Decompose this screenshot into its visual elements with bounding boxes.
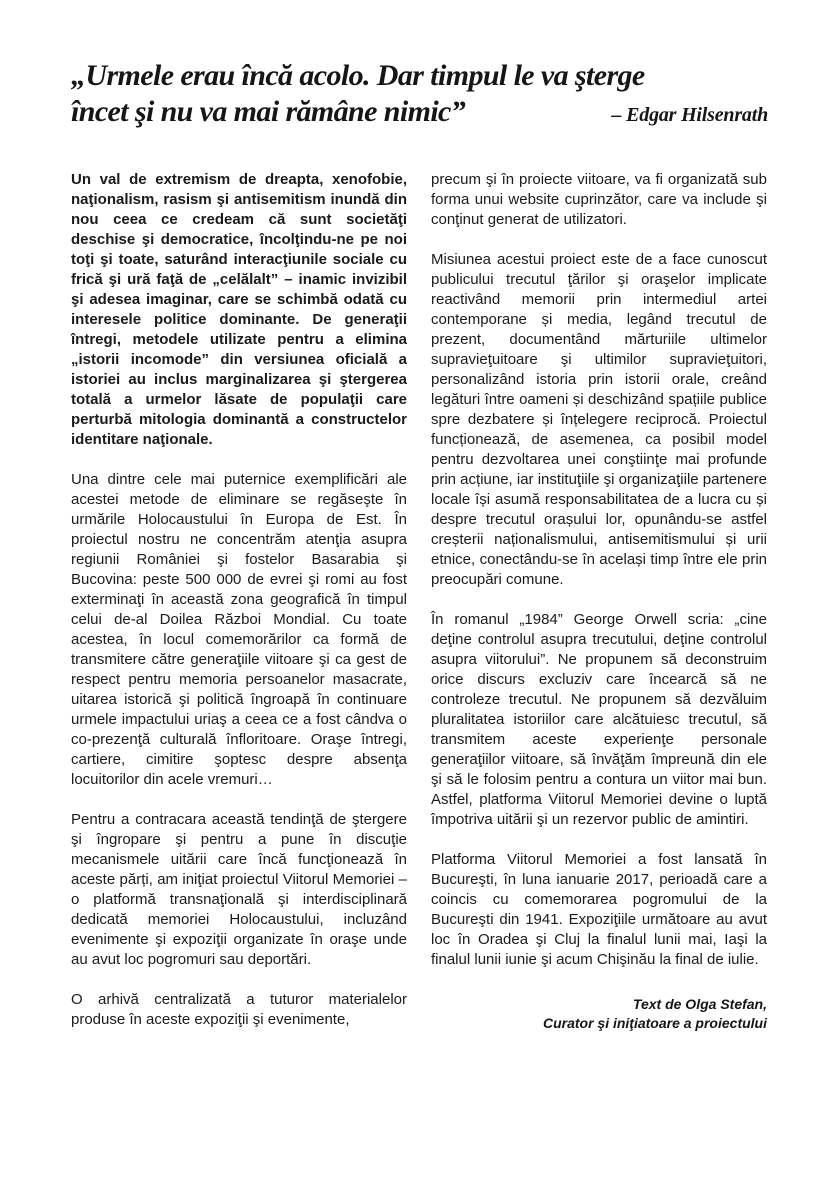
byline-line-1: Text de Olga Stefan, bbox=[632, 996, 767, 1012]
article-body bbox=[71, 170, 768, 1050]
right-column bbox=[431, 170, 767, 1050]
paragraph: Pentru a contracara această tendinţă de ştergere şi îngropare şi pentru a pune în discuţie mecanismele uitării care încă funcţionează în aceste părți, am iniţiat proiectul Viitorul Memoriei – o platformă transnaţională şi interdisciplinară dedicată memoriei Holocaustului, incluzând evenimente şi expoziţii organizate în oraşe unde au avut loc pogromuri sau deportări. bbox=[71, 811, 407, 968]
byline-line-2: Curator şi iniţiatoare a proiectului bbox=[542, 1015, 767, 1031]
text-byline bbox=[431, 995, 767, 1033]
paragraph: precum şi în proiecte viitoare, va fi organizată sub forma unui website cuprinzător, care va include şi conţinut generat de utilizatori. bbox=[431, 171, 767, 228]
title-line-2: încet şi nu va mai rămâne nimic” bbox=[71, 95, 466, 128]
paragraph: O arhivă centralizată a tuturor materialelor produse în aceste expoziţii şi evenimente, bbox=[71, 991, 407, 1028]
paragraph: Misiunea acestui proiect este de a face cunoscut publicului trecutul ţărilor şi oraşelor implicate reactivând memorii prin intermediul artei contemporane și media, legând trecutul de prezent, documentând mărturiile ultimelor supravieţuitoare şi ultimilor supravieţuitori, personalizând istoria prin istorii orale, creând legături între oameni și deschizând spațiile publice spre dezbatere și înțelegere reciprocă. Proiectul funcționează, de asemenea, ca posibil model pentru dezvoltarea unei conştiinţe mai profunde prin acțiune, iar instituţiile şi organizaţiile partenere locale își asumă responsabilitatea de a lucra cu și despre trecutul orașului lor, opunându-se astfel creșterii naționalismului, antisemitismului și urii etnice, conectându-se în același timp între ele prin preocupări comune. bbox=[431, 251, 768, 588]
quote-author: – Edgar Hilsenrath bbox=[611, 104, 768, 126]
paragraph: Una dintre cele mai puternice exemplificări ale acestei metode de eliminare se regăseşte în urmările Holocaustului în Europa de Est. În proiectul nostru ne concentrăm atenţia asupra regiunii României şi fostelor Basarabia şi Bucovina: peste 500 000 de evrei şi romi au fost exterminaţi în această zona geografică în timpul celui de-al Doilea Război Mondial. Cu toate acestea, în locul comemorărilor ca formă de transmitere către generaţiile viitoare şi ca gest de respect pentru memoria persoanelor masacrate, uitarea istorică şi politică îngroapă în continuare urmele impactului uriaş a ceea ce a fost cândva o co-prezenţă culturală înfloritoare. Oraşe întregi, cartiere, cimitire şoptesc despre absenţa locuitorilor din acele vremuri… bbox=[71, 471, 407, 788]
left-column bbox=[71, 170, 407, 1050]
paragraph: Platforma Viitorul Memoriei a fost lansată în Bucureşti, în luna ianuarie 2017, perioadă care a coincis cu comemorarea pogromului de la Bucureşti din 1941. Expoziţiile următoare au avut loc în Oradea şi Cluj la finalul lunii mai, Iaşi la finalul lunii iunie şi acum Chişinău la final de iulie. bbox=[431, 851, 767, 968]
paragraph-intro: Un val de extremism de dreapta, xenofobie, naţionalism, rasism şi antisemitism inundă din nou ceea ce credeam că sunt societăţi deschise şi democratice, încolţindu-ne pe noi toţi şi toate, saturând interacţiunile sociale cu frică şi ură faţă de „celălalt” – inamic invizibil şi adesea imaginar, care se schimbă odată cu interesele politice dominante. De generaţii întregi, metodele utilizate pentru a elimina „istorii incomode” din versiunea oficială a istoriei au inclus marginalizarea şi ştergerea totală a urmelor lăsate de populaţii care perturbă mitologia dominantă a constructelor identitare naţionale. bbox=[71, 171, 407, 448]
article-title bbox=[71, 58, 768, 133]
paragraph: În romanul „1984” George Orwell scria: „cine deţine controlul asupra trecutului, deţine controlul asupra viitorului”. Ne propunem să deconstruim orice discurs excluziv care încearcă să ne controleze trecutul. Ne propunem să dezvăluim pluralitatea istoriilor care alcătuiesc trecutul, să transmitem aceste experienţe personale generaţiilor viitoare, să învăţăm împreună din ele şi să le folosim pentru a contura un viitor mai bun. Astfel, platforma Viitorul Memoriei devine o luptă împotriva uitării şi un rezervor public de amintiri. bbox=[431, 611, 767, 828]
title-line-1: „Urmele erau încă acolo. Dar timpul le va şterge bbox=[71, 59, 645, 92]
